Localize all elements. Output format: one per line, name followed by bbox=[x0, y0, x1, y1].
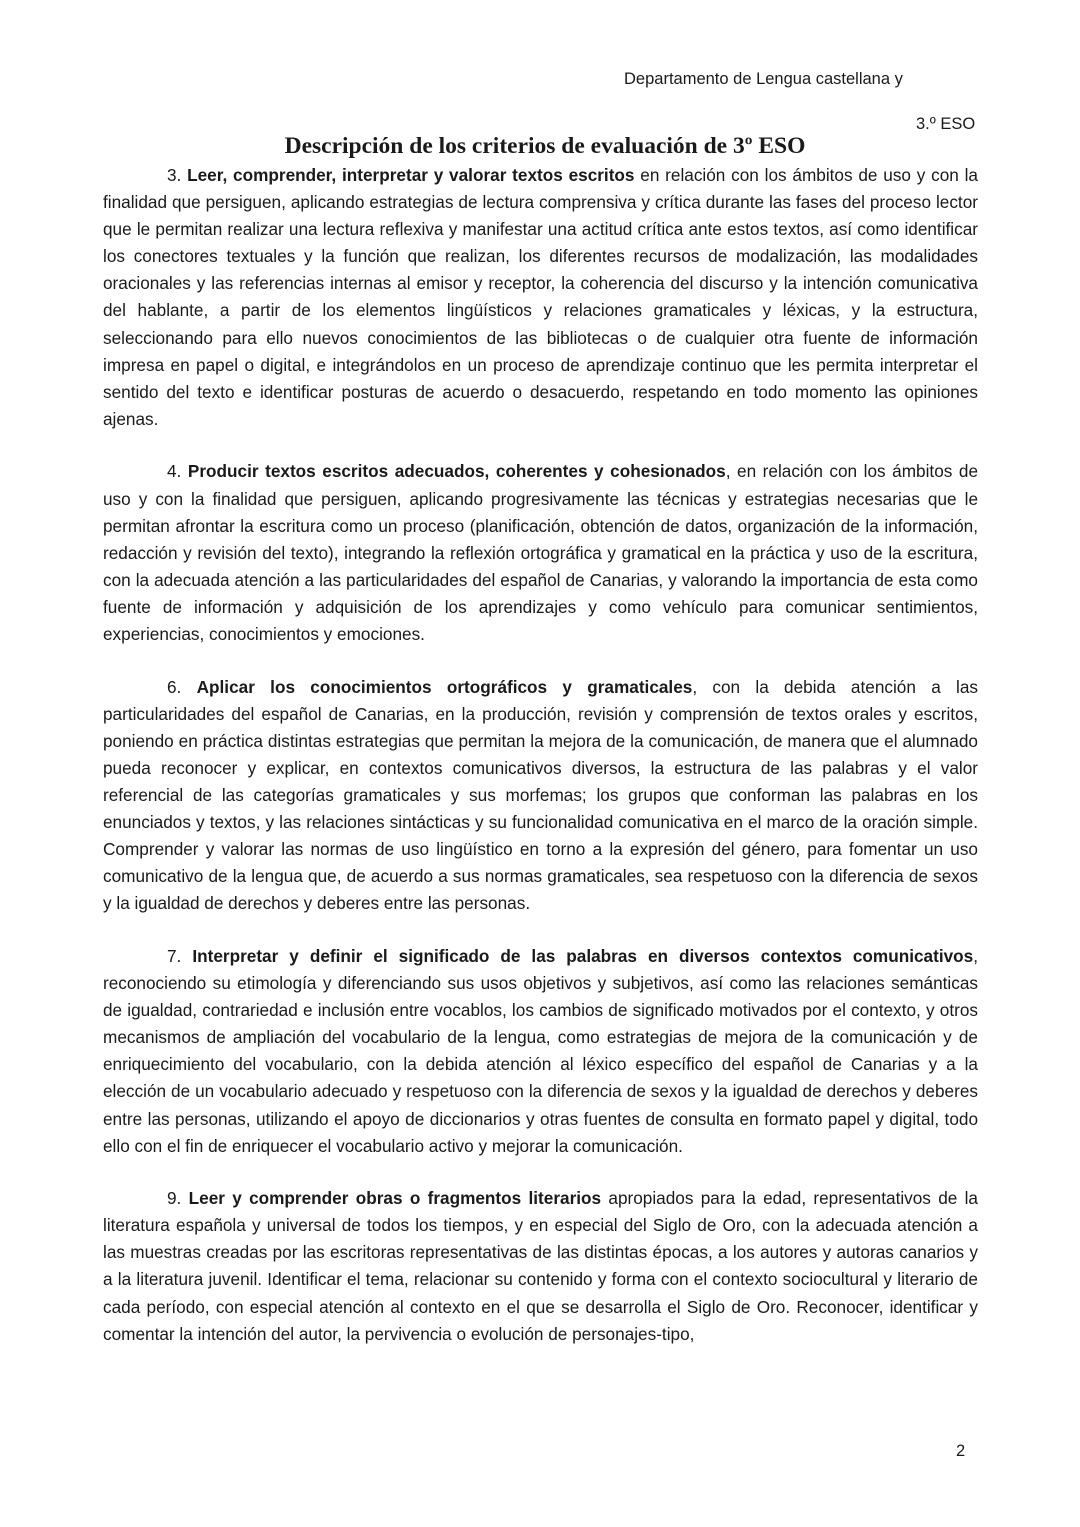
criterion-number: 6. bbox=[167, 676, 182, 697]
criterion-text: en relación con los ámbitos de uso y con la finalidad que persiguen, aplicando estrategias de lectura comprensiva y crítica durante las fases del proceso lector que le permitan realizar una lectura reflexiva y manifestar una actitud crítica ante estos textos, así como identificar los conectores textuales y la función que realizan, los diferentes recursos de modalización, las modalidades oracionales y las referencias internas al emisor y receptor, la coherencia del discurso y la intención comunicativa del hablante, a partir de los elementos lingüísticos y relaciones gramaticales y léxicas, y la estructura, seleccionando para ello nuevos conocimientos de las bibliotecas o de cualquier otra fuente de información impresa en papel o digital, e integrándolos en un proceso de aprendizaje continuo que les permita interpretar el sentido del texto e identificar posturas de acuerdo o desacuerdo, respetando en todo momento las opiniones ajenas. bbox=[103, 165, 978, 429]
department-header: Departamento de Lengua castellana y bbox=[624, 70, 903, 88]
criterion-number: 3. bbox=[167, 165, 182, 185]
criterion-text: , con la debida atención a las particularidades del español de Canarias, en la producción, revisión y comprensión de textos orales y escritos, poniendo en práctica distintas estrategias que permitan la mejora de la comunicación, de manera que el alumnado pueda reconocer y explicar, en contextos comunicativos diversos, la estructura de las palabras y el valor referencial de las categorías gramaticales y sus morfemas; los grupos que conforman las palabras en los enunciados y textos, y las relaciones sintácticas y su funcionalidad comunicativa en el marco de la oración simple. Comprender y valorar las normas de uso lingüístico en torno a la expresión del género, para fomentar un uso comunicativo de la lengua que, de acuerdo a sus normas gramaticales, sea respetuoso con la diferencia de sexos y la igualdad de derechos y deberes entre las personas. bbox=[103, 676, 978, 914]
page-title: Descripción de los criterios de evaluación de 3º ESO bbox=[284, 133, 806, 159]
criterion-lead: Interpretar y definir el significado de las palabras en diversos contextos comunicativos bbox=[192, 945, 974, 966]
criterion-4 bbox=[103, 458, 978, 648]
criterion-number: 7. bbox=[167, 945, 182, 966]
criterion-text: , reconociendo su etimología y diferenciando sus usos objetivos y subjetivos, así como las relaciones semánticas de igualdad, contrariedad e inclusión entre vocablos, los cambios de significado motivados por el contexto, y otros mecanismos de ampliación del vocabulario de la lengua, como estrategias de mejora de la comunicación y de enriquecimiento del vocabulario, con la debida atención al léxico específico del español de Canarias y a la elección de un vocabulario adecuado y respetuoso con la diferencia de sexos y la igualdad de derechos y deberes entre las personas, utilizando el apoyo de diccionarios y otras fuentes de consulta en formato papel y digital, todo ello con el fin de enriquecer el vocabulario activo y mejorar la comunicación. bbox=[103, 945, 978, 1156]
criterion-number: 4. bbox=[167, 461, 182, 482]
criterion-7 bbox=[103, 943, 978, 1160]
page-number: 2 bbox=[956, 1442, 966, 1460]
criterion-lead: Producir textos escritos adecuados, coherentes y cohesionados bbox=[187, 461, 726, 482]
criterion-lead: Leer, comprender, interpretar y valorar textos escritos bbox=[187, 165, 635, 185]
criterion-lead: Leer y comprender obras o fragmentos literarios bbox=[188, 1188, 602, 1209]
criterion-lead: Aplicar los conocimientos ortográficos y gramaticales bbox=[196, 676, 693, 697]
criterion-text: , en relación con los ámbitos de uso y con la finalidad que persiguen, aplicando progresivamente las técnicas y estrategias necesarias que le permitan afrontar la escritura como un proceso (planificación, obtención de datos, organización de la información, redacción y revisión del texto), integrando la reflexión ortográfica y gramatical en la práctica y uso de la escritura, con la adecuada atención a las particularidades del español de Canarias, y valorando la importancia de esta como fuente de información y adquisición de los aprendizajes y como vehículo para comunicar sentimientos, experiencias, conocimientos y emociones. bbox=[103, 461, 978, 644]
criterion-3 bbox=[103, 162, 978, 433]
criteria-list bbox=[103, 162, 978, 1373]
criterion-text: apropiados para la edad, representativos de la literatura española y universal de todos los tiempos, y en especial del Siglo de Oro, con la adecuada atención a las muestras creadas por las escritoras representativas de las distintas épocas, a los autores y autoras canarios y a la literatura juvenil. Identificar el tema, relacionar su contenido y forma con el contexto sociocultural y literario de cada período, con especial atención al contexto en el que se desarrolla el Siglo de Oro. Reconocer, identificar y comentar la intención del autor, la pervivencia o evolución de personajes-tipo, bbox=[103, 1188, 978, 1344]
criterion-6 bbox=[103, 674, 978, 918]
criterion-9 bbox=[103, 1185, 978, 1348]
criterion-number: 9. bbox=[167, 1188, 182, 1209]
course-label: 3.º ESO bbox=[916, 115, 976, 133]
